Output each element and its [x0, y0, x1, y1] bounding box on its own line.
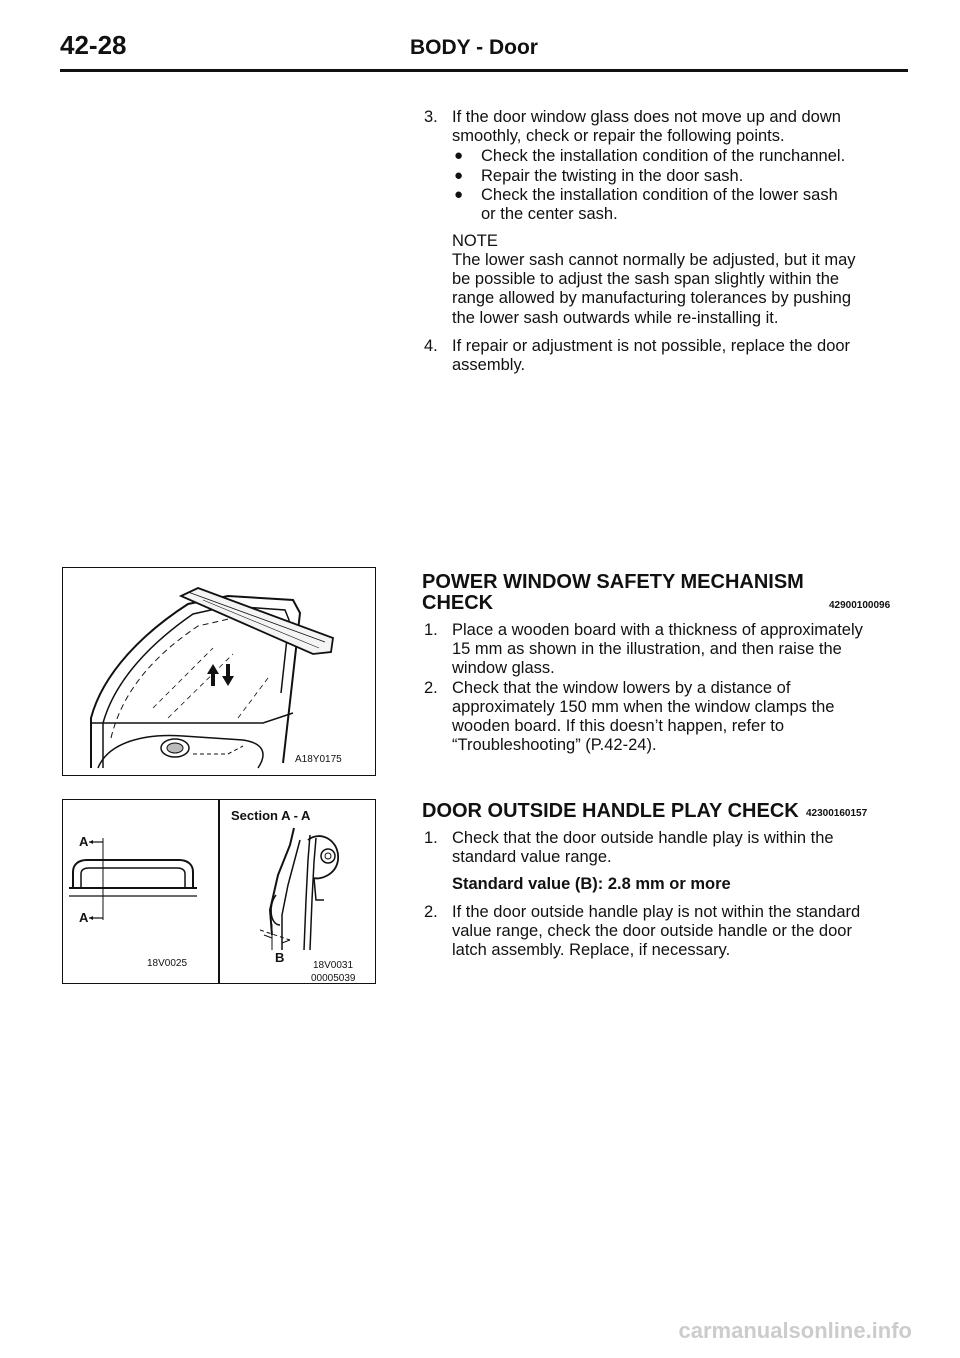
handle-step-2-line-3: latch assembly. Replace, if necessary. [452, 941, 731, 959]
step-4-line-2: assembly. [452, 356, 526, 374]
handle-step-2-line-1: If the door outside handle play is not within the standard [452, 903, 861, 921]
note-label: NOTE [452, 232, 498, 250]
figure-1-code: A18Y0175 [295, 754, 342, 765]
step-3-number: 3. [424, 108, 438, 126]
handle-step-1-line-1: Check that the door outside handle play is within the [452, 829, 834, 847]
bullet-dot: ● [454, 167, 464, 184]
figure-2-code-right: 18V0031 [313, 960, 354, 971]
watermark: carmanualsonline.info [678, 1318, 912, 1343]
handle-step-1-line-2: standard value range. [452, 848, 612, 866]
bullet-3-continuation: or the center sash. [481, 205, 618, 223]
bullet-dot: ● [454, 186, 464, 203]
pw-step-1-line-1: Place a wooden board with a thickness of approximately [452, 621, 863, 639]
door-window-illustration [63, 568, 374, 774]
note-line-1: The lower sash cannot normally be adjusted, but it may [452, 251, 856, 269]
pw-step-2-line-1: Check that the window lowers by a distance of [452, 679, 791, 697]
step-4-number: 4. [424, 337, 438, 355]
header-divider [60, 69, 908, 72]
pw-step-1-line-3: window glass. [452, 659, 555, 677]
page-number: 42-28 [60, 30, 127, 60]
page-title: BODY - Door [410, 36, 538, 59]
handle-code: 42300160157 [806, 808, 868, 819]
figure-2-code-left: 18V0025 [147, 958, 188, 969]
bullet-1-text: Check the installation condition of the runchannel. [481, 147, 846, 165]
standard-value: Standard value (B): 2.8 mm or more [452, 875, 731, 893]
bullet-dot: ● [454, 147, 464, 164]
step-3-line-1: If the door window glass does not move up and down [452, 108, 841, 126]
pw-step-2-line-3: wooden board. If this doesn’t happen, refer to [452, 717, 785, 735]
label-a-bottom: A [79, 910, 89, 925]
pw-step-2-number: 2. [424, 679, 438, 697]
section-aa-illustration [220, 800, 375, 983]
figure-handle-play [62, 799, 376, 984]
note-line-4: the lower sash outwards while re-installing it. [452, 309, 779, 327]
step-4-line-1: If repair or adjustment is not possible, replace the door [452, 337, 851, 355]
handle-step-2-number: 2. [424, 903, 438, 921]
note-line-3: range allowed by manufacturing tolerances by pushing [452, 289, 851, 307]
pw-step-1-line-2: 15 mm as shown in the illustration, and then raise the [452, 640, 842, 658]
section-label: Section A - A [231, 808, 311, 823]
figure-power-window [62, 567, 376, 776]
power-window-heading: POWER WINDOW SAFETY MECHANISM [422, 571, 804, 593]
bullet-3-text: Check the installation condition of the lower sash [481, 186, 838, 204]
pw-step-1-number: 1. [424, 621, 438, 639]
note-line-2: be possible to adjust the sash span slightly within the [452, 270, 840, 288]
label-b: B [275, 950, 285, 965]
handle-step-1-number: 1. [424, 829, 438, 847]
handle-heading: DOOR OUTSIDE HANDLE PLAY CHECK [422, 800, 799, 822]
bullet-2-text: Repair the twisting in the door sash. [481, 167, 744, 185]
power-window-code: 42900100096 [829, 600, 891, 611]
step-3-line-2: smoothly, check or repair the following points. [452, 127, 785, 145]
label-a-top: A [79, 834, 89, 849]
figure-2-code-bottom: 00005039 [311, 973, 356, 984]
pw-step-2-line-2: approximately 150 mm when the window clamps the [452, 698, 835, 716]
handle-step-2-line-2: value range, check the door outside handle or the door [452, 922, 852, 940]
pw-step-2-line-4: “Troubleshooting” (P.42-24). [452, 736, 657, 754]
handle-illustration [63, 800, 218, 983]
power-window-heading-check: CHECK [422, 592, 494, 614]
